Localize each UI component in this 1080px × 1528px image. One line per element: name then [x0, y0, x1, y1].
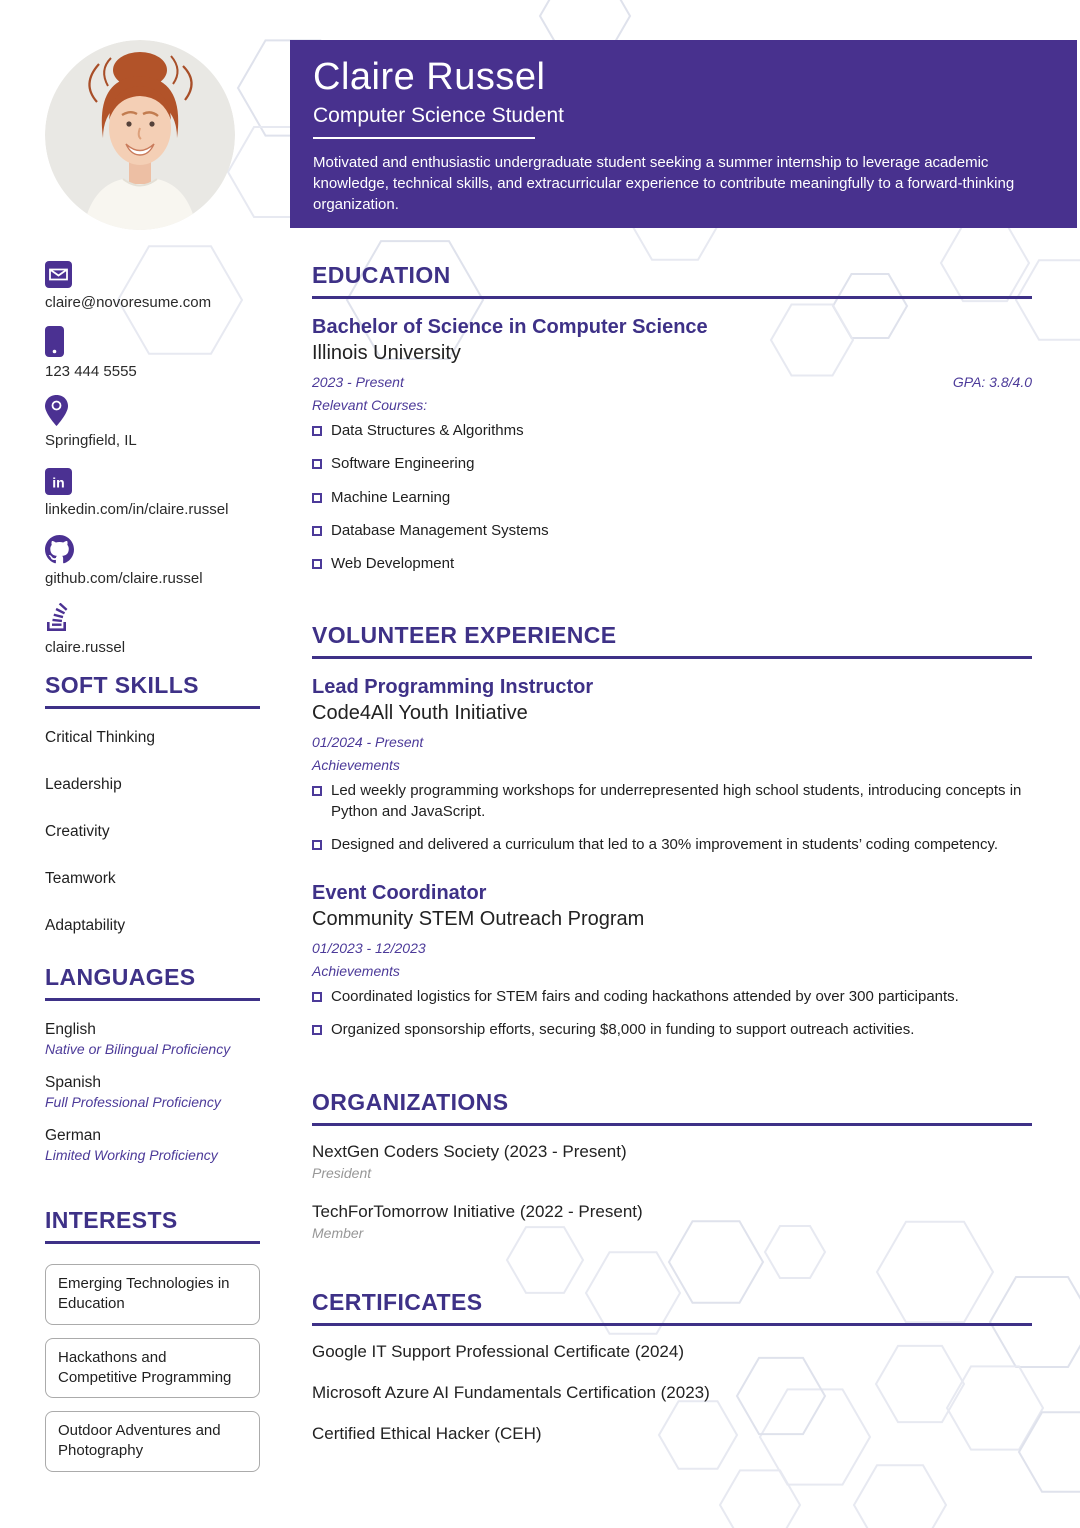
skill-item: Leadership	[45, 776, 122, 793]
languages-heading: LANGUAGES	[45, 964, 260, 1001]
achievements-list	[312, 781, 1032, 855]
achievement-item	[312, 781, 1032, 822]
course-text: Machine Learning	[331, 488, 451, 506]
volunteer-org: Code4All Youth Initiative	[312, 702, 528, 725]
education-gpa: GPA: 3.8/4.0	[952, 374, 1032, 390]
course-text: Software Engineering	[331, 455, 475, 473]
skill-item: Adaptability	[45, 917, 126, 934]
achievement-text: Designed and delivered a curriculum that led to a 30% improvement in students’ coding competency.	[331, 835, 999, 853]
achievements-label: Achievements	[312, 963, 400, 979]
soft-skills-heading: SOFT SKILLS	[45, 672, 260, 709]
contact-item-phone	[45, 327, 260, 380]
achievement-item	[312, 987, 1032, 1007]
github-link[interactable]: github.com/claire.russel	[45, 570, 203, 587]
language-name: German	[45, 1127, 101, 1144]
interest-box: Outdoor Adventures and Photography	[45, 1411, 260, 1472]
skill-item: Creativity	[45, 823, 110, 840]
square-bullet-icon	[312, 992, 322, 1002]
stackoverflow-link[interactable]: claire.russel	[45, 639, 126, 656]
language-item	[45, 1127, 260, 1163]
square-bullet-icon	[312, 559, 322, 569]
square-bullet-icon	[312, 786, 322, 796]
volunteer-dates: 01/2023 - 12/2023	[312, 940, 426, 956]
title-underline	[313, 137, 535, 139]
language-level: Full Professional Proficiency	[45, 1094, 221, 1110]
achievements-list	[312, 987, 1032, 1041]
square-bullet-icon	[312, 426, 322, 436]
achievement-text: Coordinated logistics for STEM fairs and coding hackathons attended by over 300 participants.	[331, 988, 959, 1005]
courses-list	[312, 421, 1032, 574]
volunteer-meta-row	[312, 940, 1032, 956]
certificate-item: Google IT Support Professional Certificate (2024)	[312, 1341, 684, 1361]
education-heading: EDUCATION	[312, 262, 1032, 299]
volunteer-entry	[312, 881, 1032, 1041]
svg-text:in: in	[52, 474, 65, 491]
language-item	[45, 1074, 260, 1110]
courses-label: Relevant Courses:	[312, 397, 428, 413]
volunteer-section	[312, 622, 1032, 1040]
school-name: Illinois University	[312, 342, 461, 364]
skill-item: Teamwork	[45, 870, 116, 887]
phone-icon	[45, 327, 260, 357]
portrait-illustration	[45, 40, 235, 230]
location-text: Springfield, IL	[45, 432, 137, 449]
achievement-item	[312, 835, 1032, 855]
interests-section	[45, 1207, 260, 1472]
linkedin-link[interactable]: linkedin.com/in/claire.russel	[45, 501, 229, 518]
square-bullet-icon	[312, 493, 322, 503]
github-icon	[45, 534, 260, 564]
organization-entry	[312, 1142, 1032, 1181]
certificates-section	[312, 1289, 1032, 1444]
certificate-item: Certified Ethical Hacker (CEH)	[312, 1423, 542, 1443]
phone-number[interactable]: 123 444 5555	[45, 363, 137, 380]
interest-box: Hackathons and Competitive Programming	[45, 1338, 260, 1399]
organization-entry	[312, 1202, 1032, 1241]
course-item	[312, 488, 1032, 508]
sidebar	[45, 258, 260, 1485]
organizations-section	[312, 1089, 1032, 1241]
course-item	[312, 554, 1032, 574]
contact-item-stackoverflow	[45, 603, 260, 656]
achievement-text: Led weekly programming workshops for underrepresented high school students, introducing concepts in Python and JavaScript.	[331, 782, 1022, 820]
course-item	[312, 521, 1032, 541]
certificate-item: Microsoft Azure AI Fundamentals Certification (2023)	[312, 1382, 710, 1402]
organizations-heading: ORGANIZATIONS	[312, 1089, 1032, 1126]
square-bullet-icon	[312, 840, 322, 850]
course-item	[312, 421, 1032, 441]
language-name: English	[45, 1021, 96, 1038]
education-section	[312, 262, 1032, 574]
contact-item-github	[45, 534, 260, 587]
education-dates: 2023 - Present	[312, 374, 404, 390]
square-bullet-icon	[312, 459, 322, 469]
languages-section	[45, 964, 260, 1163]
organization-name: NextGen Coders Society (2023 - Present)	[312, 1141, 627, 1161]
interests-heading: INTERESTS	[45, 1207, 260, 1244]
language-item	[45, 1021, 260, 1057]
course-item	[312, 454, 1032, 474]
language-name: Spanish	[45, 1074, 102, 1091]
person-name: Claire Russel	[313, 56, 546, 98]
summary-text: Motivated and enthusiastic undergraduate student seeking a summer internship to leverage academic knowledge, technical skills, and extracurricular experience to contribute meaningfully to a forward-thinking organization.	[313, 153, 1015, 214]
square-bullet-icon	[312, 1025, 322, 1035]
email-icon	[45, 258, 260, 288]
education-meta-row	[312, 374, 1032, 390]
course-text: Database Management Systems	[331, 521, 549, 539]
main-column	[312, 262, 1032, 1465]
volunteer-role: Event Coordinator	[312, 882, 487, 904]
interest-box: Emerging Technologies in Education	[45, 1264, 260, 1325]
stackoverflow-icon	[45, 603, 260, 633]
language-level: Limited Working Proficiency	[45, 1147, 218, 1163]
email-link[interactable]: claire@novoresume.com	[45, 294, 212, 311]
square-bullet-icon	[312, 526, 322, 536]
achievements-label: Achievements	[312, 757, 400, 774]
contact-item-linkedin	[45, 465, 260, 518]
degree-title: Bachelor of Science in Computer Science	[312, 316, 708, 338]
contact-item-email	[45, 258, 260, 311]
contact-item-location	[45, 396, 260, 449]
organization-name: TechForTomorrow Initiative (2022 - Present)	[312, 1201, 643, 1221]
organization-role: President	[312, 1164, 372, 1181]
profile-photo	[45, 40, 235, 230]
volunteer-role: Lead Programming Instructor	[312, 676, 594, 699]
volunteer-entry	[312, 675, 1032, 855]
volunteer-meta-row	[312, 734, 1032, 750]
volunteer-org: Community STEM Outreach Program	[312, 908, 645, 930]
volunteer-heading: VOLUNTEER EXPERIENCE	[312, 622, 1032, 659]
organization-role: Member	[312, 1224, 364, 1241]
header-banner	[290, 40, 1077, 228]
achievement-item	[312, 1020, 1032, 1040]
linkedin-icon	[45, 465, 260, 495]
volunteer-dates: 01/2024 - Present	[312, 734, 424, 751]
person-title: Computer Science Student	[313, 103, 564, 127]
course-text: Data Structures & Algorithms	[331, 422, 524, 439]
course-text: Web Development	[331, 555, 455, 572]
achievement-text: Organized sponsorship efforts, securing $8,000 in funding to support outreach activities.	[331, 1021, 915, 1039]
location-icon	[45, 396, 260, 426]
skill-item: Critical Thinking	[45, 729, 155, 746]
certificates-heading: CERTIFICATES	[312, 1289, 1032, 1326]
language-level: Native or Bilingual Proficiency	[45, 1041, 231, 1057]
soft-skills-section	[45, 672, 260, 935]
